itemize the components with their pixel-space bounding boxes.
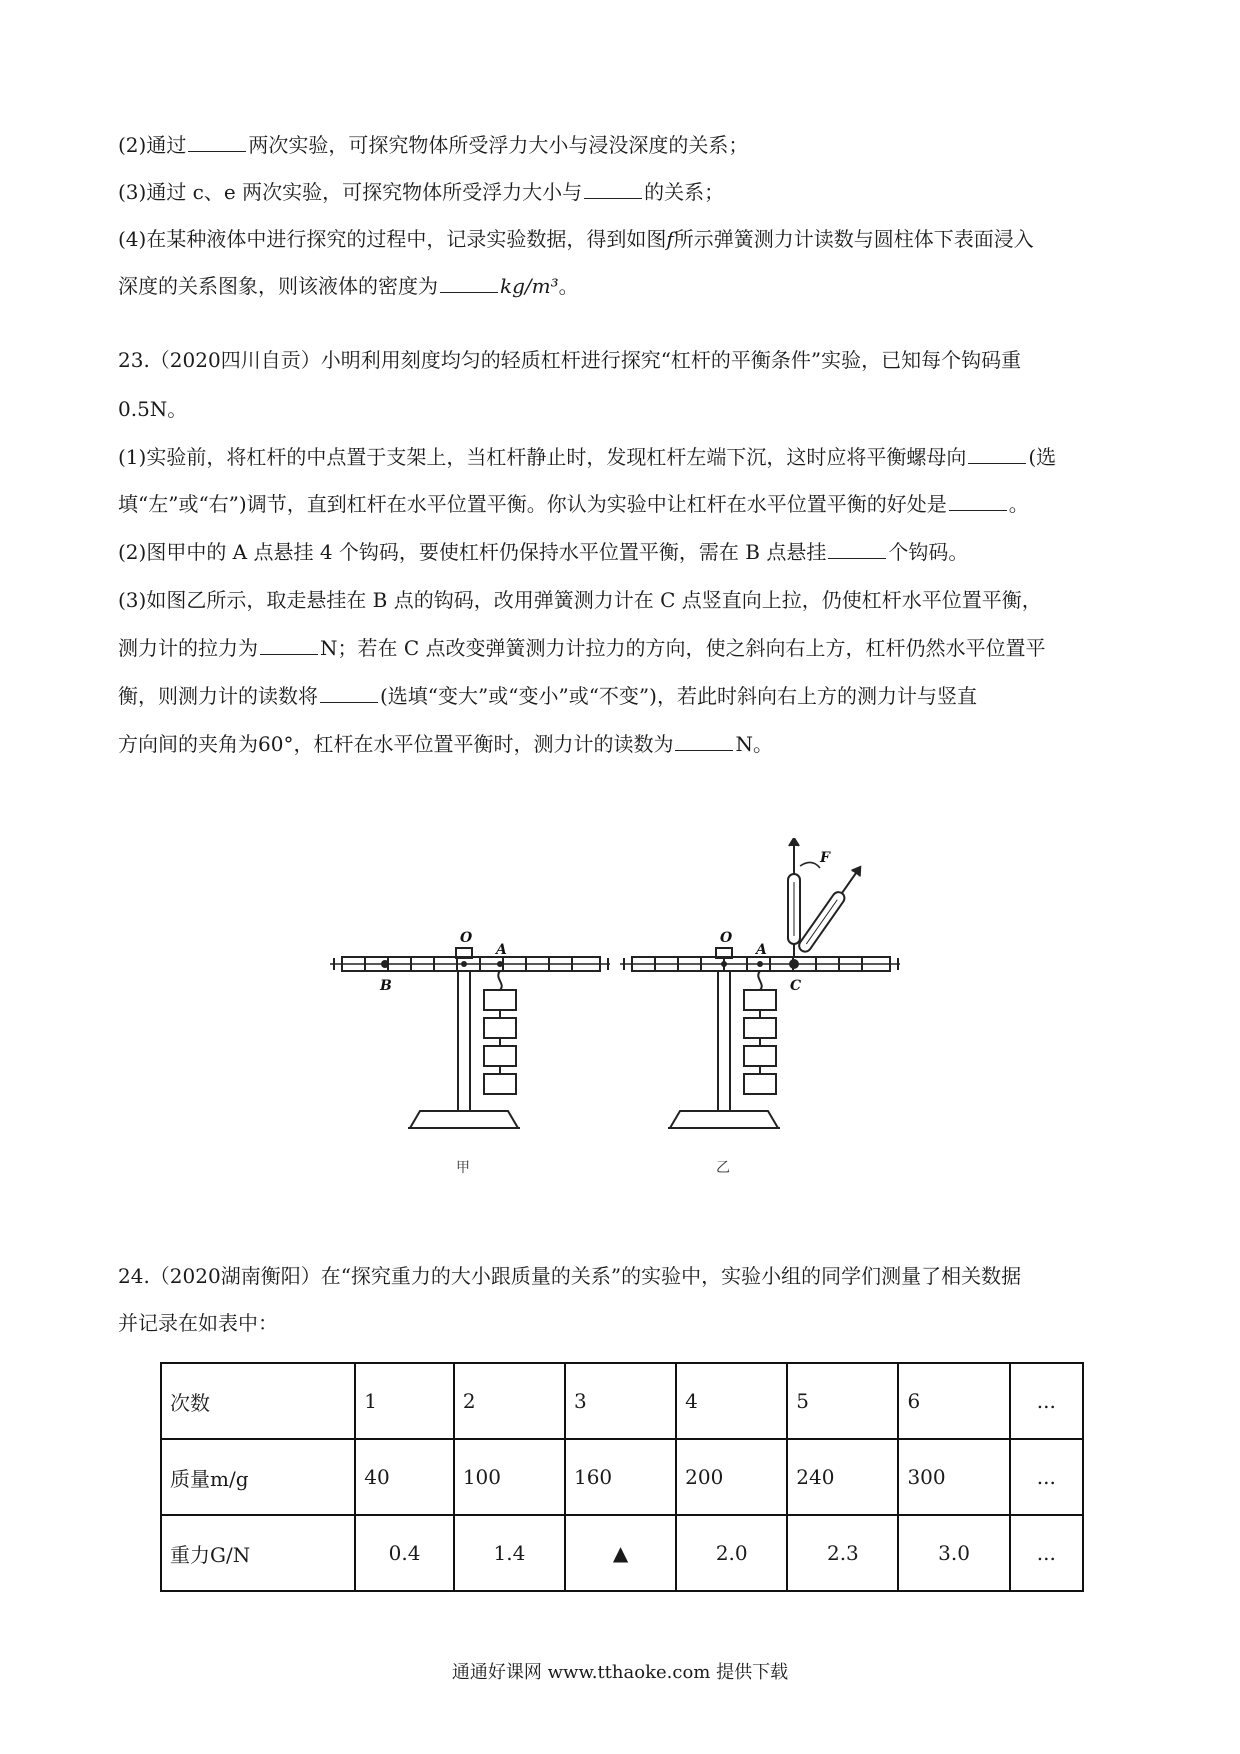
q22-line-4: (4)在某种液体中进行探究的过程中，记录实验数据，得到如图f所示弹簧测力计读数与圆柱体下表面浸入 bbox=[118, 227, 1034, 251]
page-footer: 通通好课网 www.tthaoke.com 提供下载 bbox=[451, 1662, 789, 1683]
table-cell: 6 bbox=[898, 1363, 1009, 1439]
answer-blank bbox=[260, 634, 318, 655]
table-cell: 5 bbox=[787, 1363, 898, 1439]
answer-blank bbox=[440, 272, 498, 293]
table-cell: 2 bbox=[454, 1363, 565, 1439]
answer-blank bbox=[188, 131, 246, 152]
table-cell: 100 bbox=[454, 1439, 565, 1515]
table-cell: 40 bbox=[355, 1439, 454, 1515]
q22-line-3: (3)通过 c、e 两次实验，可探究物体所受浮力大小与 的关系； bbox=[118, 180, 725, 204]
lever-jia bbox=[330, 948, 610, 1128]
table-cell: 0.4 bbox=[355, 1515, 454, 1591]
table-cell: 重力G/N bbox=[161, 1515, 355, 1591]
caption-yi: 乙 bbox=[716, 1160, 730, 1176]
table-cell: ... bbox=[1010, 1439, 1083, 1515]
q23-line-7: 测力计的拉力为 N；若在 C 点改变弹簧测力计拉力的方向，使之斜向右上方，杠杆仍然水平位置平 bbox=[118, 636, 1046, 660]
answer-blank bbox=[675, 730, 733, 751]
table-cell: 2.3 bbox=[787, 1515, 898, 1591]
table-cell: ... bbox=[1010, 1363, 1083, 1439]
label-f-yi: F bbox=[820, 850, 830, 866]
table-cell: 1.4 bbox=[454, 1515, 565, 1591]
label-o-yi: O bbox=[720, 930, 733, 946]
q23-line-6: (3)如图乙所示，取走悬挂在 B 点的钩码，改用弹簧测力计在 C 点竖直向上拉，仍使杠杆水平位置平衡， bbox=[118, 588, 1042, 612]
q23-line-4: 填“左”或“右”)调节，直到杠杆在水平位置平衡。你认为实验中让杠杆在水平位置平衡的好处是 。 bbox=[118, 492, 1029, 516]
data-table bbox=[160, 1362, 1084, 1592]
q23-line-3: (1)实验前，将杠杆的中点置于支架上，当杠杆静止时，发现杠杆左端下沉，这时应将平衡螺母向 (选 bbox=[118, 445, 1057, 469]
table-cell: 4 bbox=[676, 1363, 787, 1439]
q23-line-2: 0.5N。 bbox=[118, 397, 188, 421]
q23-line-1: 23.（2020四川自贡）小明利用刻度均匀的轻质杠杆进行探究“杠杆的平衡条件”实验，已知每个钩码重 bbox=[118, 348, 1022, 372]
table-cell: 160 bbox=[565, 1439, 676, 1515]
label-a-yi: A bbox=[756, 942, 767, 958]
answer-blank bbox=[584, 178, 642, 199]
q22-line-2: (2)通过 两次实验，可探究物体所受浮力大小与浸没深度的关系； bbox=[118, 133, 749, 157]
answer-blank bbox=[320, 682, 378, 703]
table-row bbox=[161, 1363, 1083, 1439]
lever-figure bbox=[320, 838, 960, 1178]
label-a-jia: A bbox=[496, 942, 507, 958]
table-cell: 200 bbox=[676, 1439, 787, 1515]
answer-blank bbox=[949, 490, 1007, 511]
table-cell: 240 bbox=[787, 1439, 898, 1515]
label-b-jia: B bbox=[380, 978, 392, 994]
table-cell: 300 bbox=[898, 1439, 1009, 1515]
table-cell: 3.0 bbox=[898, 1515, 1009, 1591]
table-cell: 1 bbox=[355, 1363, 454, 1439]
table-cell: 质量m/g bbox=[161, 1439, 355, 1515]
q23-line-5: (2)图甲中的 A 点悬挂 4 个钩码，要使杠杆仍保持水平位置平衡，需在 B 点悬挂 个钩码。 bbox=[118, 540, 969, 564]
answer-blank bbox=[828, 538, 886, 559]
table-cell: 次数 bbox=[161, 1363, 355, 1439]
table-cell: 3 bbox=[565, 1363, 676, 1439]
table-cell: ... bbox=[1010, 1515, 1083, 1591]
table-row bbox=[161, 1439, 1083, 1515]
caption-jia: 甲 bbox=[456, 1160, 470, 1176]
table-cell: 2.0 bbox=[676, 1515, 787, 1591]
table-cell: ▲ bbox=[565, 1515, 676, 1591]
q23-line-8: 衡，则测力计的读数将 (选填“变大”或“变小”或“不变”)，若此时斜向右上方的测力计与竖直 bbox=[118, 684, 977, 708]
answer-blank bbox=[968, 443, 1026, 464]
q24-line-2: 并记录在如表中： bbox=[118, 1311, 278, 1335]
label-c-yi: C bbox=[790, 978, 802, 994]
q23-line-9: 方向间的夹角为60°，杠杆在水平位置平衡时，测力计的读数为 N。 bbox=[118, 732, 773, 756]
lever-yi bbox=[620, 838, 900, 1128]
label-o-jia: O bbox=[460, 930, 473, 946]
q24-line-1: 24.（2020湖南衡阳）在“探究重力的大小跟质量的关系”的实验中，实验小组的同学们测量了相关数据 bbox=[118, 1264, 1022, 1288]
q22-line-5: 深度的关系图象，则该液体的密度为 kg/m³。 bbox=[118, 274, 579, 298]
table-row bbox=[161, 1515, 1083, 1591]
